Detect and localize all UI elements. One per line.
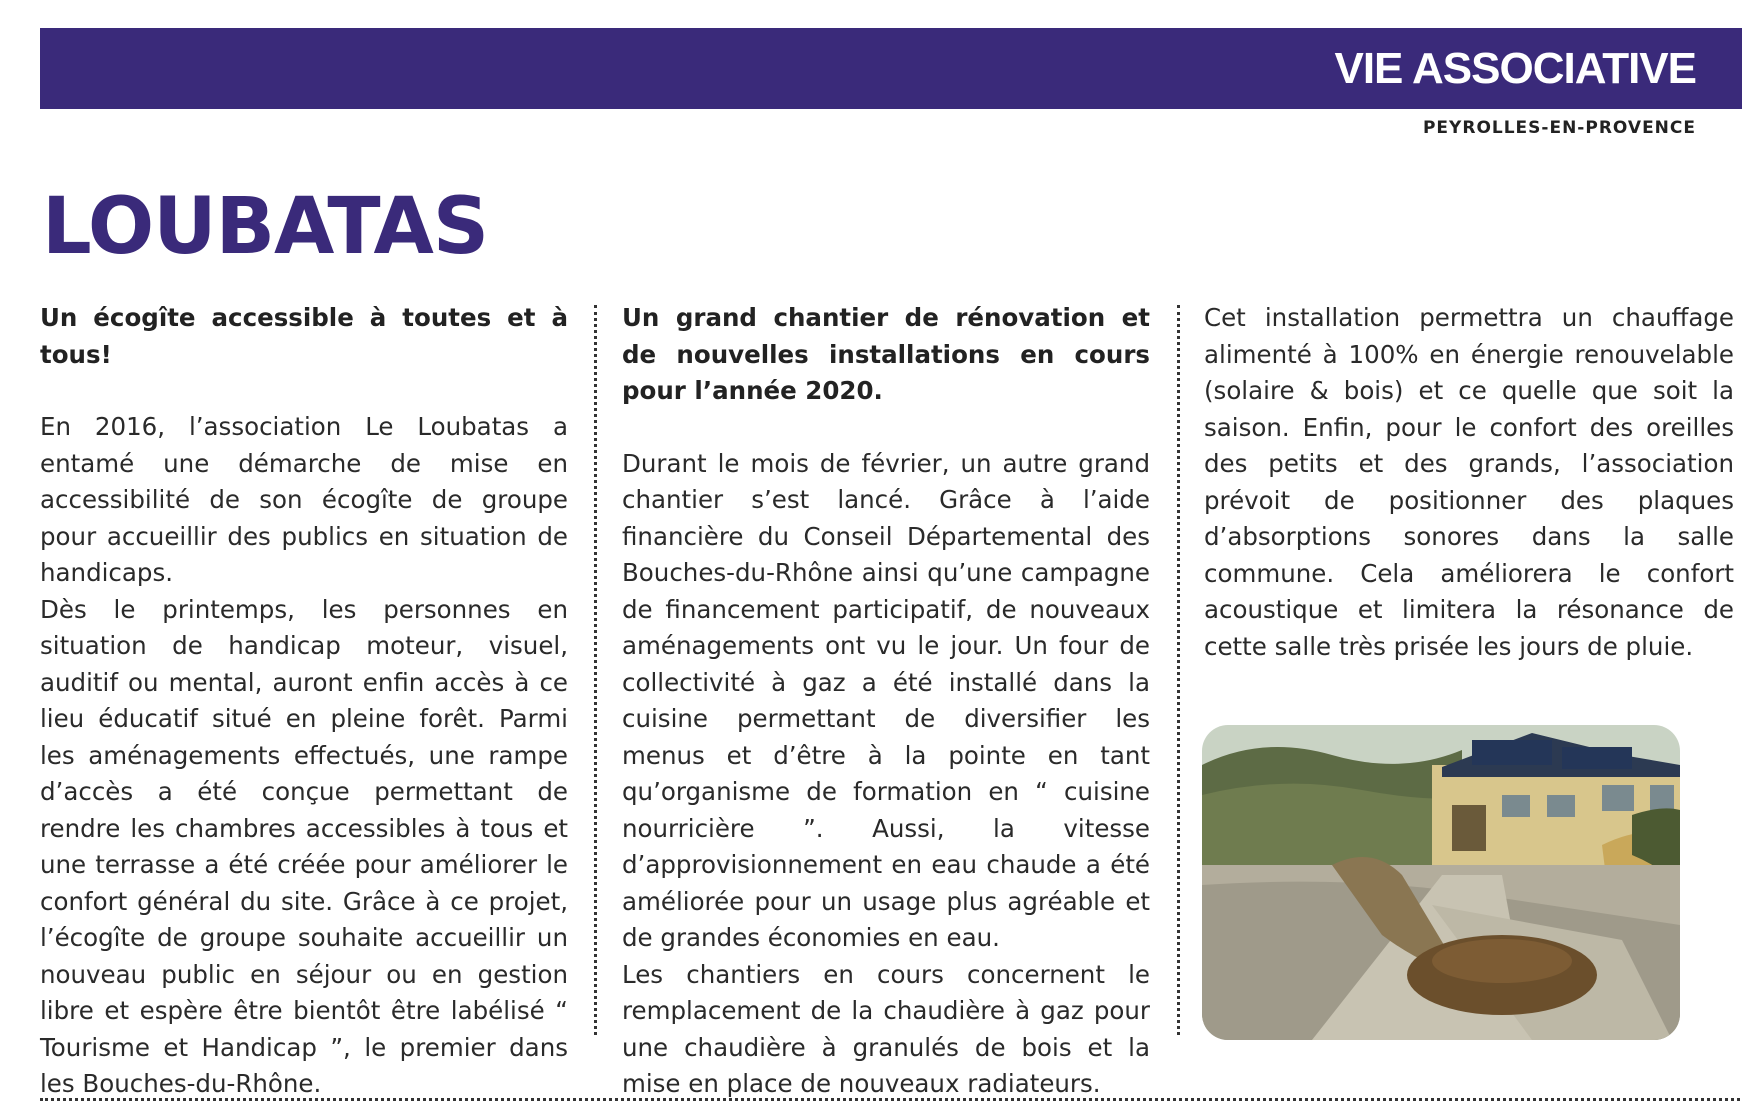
column-1-subtitle: Un écogîte accessible à toutes et à tous! xyxy=(40,303,568,369)
column-2-paragraph-1: Durant le mois de février, un autre grand chantier s’est lancé. Grâce à l’aide financière du Conseil Départemental des Bouches-du-Rhône ainsi qu’une campagne de financement participatif, de nouveaux aménagements ont vu le jour. Un four de collectivité à gaz a été installé dans la cuisine permettant de diversifier les menus et d’être à la pointe en tant qu’organisme de formation en “ cuisine nourricière ”. Aussi, la vitesse d’approvisionnement en eau chaude a été améliorée pour un usage plus agréable et de grandes économies en eau. xyxy=(622,448,1150,952)
article-title: LOUBATAS xyxy=(42,182,489,272)
town-name: PEYROLLES-EN-PROVENCE xyxy=(1422,118,1696,138)
column-divider-1 xyxy=(594,305,597,1035)
article-column-2 xyxy=(622,300,1150,1103)
article-column-1 xyxy=(40,300,568,1103)
column-3-paragraph-1: Cet installation permettra un chauffage alimenté à 100% en énergie renouvelable (solaire & bois) et ce quelle que soit la saison. Enfin, pour le confort des oreilles des petits et des grands, l’association prévoit de positionner des plaques d’absorptions sonores dans la salle commune. Cela améliorera le confort acoustique et limitera la résonance de cette salle très prisée les jours de pluie. xyxy=(1204,303,1734,661)
column-2-paragraph-2: Les chantiers en cours concernent le remplacement de la chaudière à gaz pour une chaudière à granulés de bois et la mise en place de nouveaux radiateurs. xyxy=(622,959,1150,1098)
ecogite-building-photo-icon xyxy=(1202,725,1680,1040)
column-1-paragraph-2: Dès le printemps, les personnes en situation de handicap moteur, visuel, auditif ou mental, auront enfin accès à ce lieu éducatif situé en pleine forêt. Parmi les aménagements effectués, une rampe d’accès a été conçue permettant de rendre les chambres accessibles à tous et une terrasse a été créée pour améliorer le confort général du site. Grâce à ce projet, l’écogîte de groupe souhaite accueillir un nouveau public en séjour ou en gestion libre et espère être bientôt être labélisé “ Tourisme et Handicap ”, le premier dans les Bouches-du-Rhône. xyxy=(40,594,568,1098)
column-divider-2 xyxy=(1177,305,1180,1035)
article-column-3 xyxy=(1204,300,1734,665)
column-2-subtitle: Un grand chantier de rénovation et de nouvelles installations en cours pour l’année 2020. xyxy=(622,303,1150,405)
bottom-divider xyxy=(40,1098,1740,1101)
column-1-paragraph-1: En 2016, l’association Le Loubatas a entamé une démarche de mise en accessibilité de son écogîte de groupe pour accueillir des publics en situation de handicaps. xyxy=(40,412,568,587)
section-title: VIE ASSOCIATIVE xyxy=(1334,44,1696,93)
section-header-band xyxy=(40,28,1742,109)
